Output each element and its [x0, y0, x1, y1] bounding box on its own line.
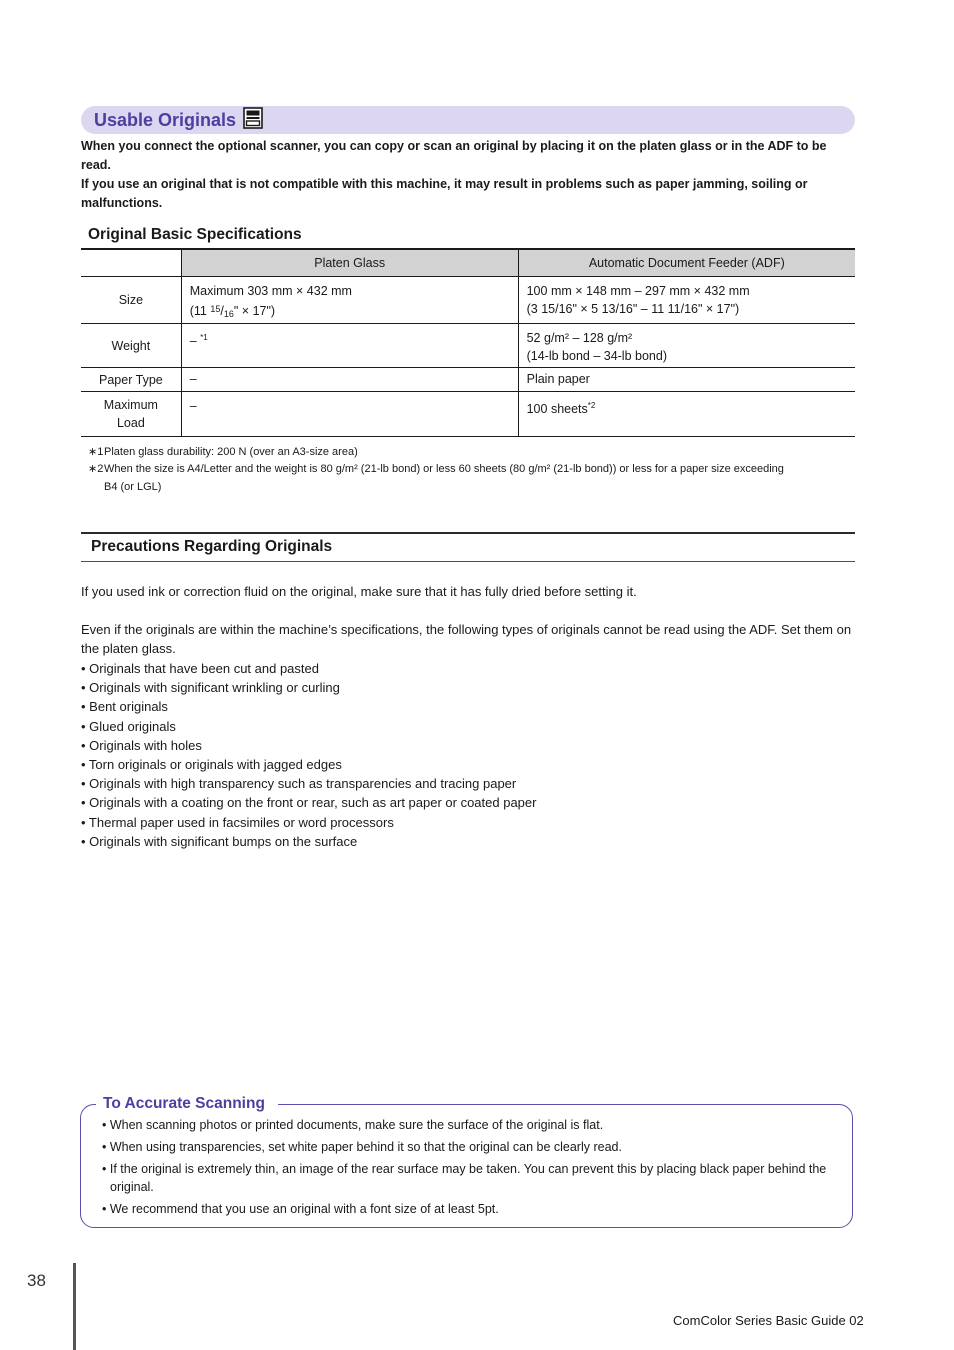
list-item: • We recommend that you use an original with a font size of at least 5pt.: [102, 1202, 499, 1216]
precautions-paragraph-2: Even if the originals are within the machine’s specifications, the following types of originals cannot be read using the ADF. Set them on the platen glass.: [81, 622, 852, 656]
tip-list: [102, 1116, 832, 1222]
row-label-weight: Weight: [81, 324, 181, 368]
page-number: 38: [27, 1271, 46, 1290]
cell-load-adf: 100 sheets$^{*2}$: [518, 392, 855, 437]
table-row-weight: [81, 324, 855, 368]
tip-title: To Accurate Scanning: [103, 1095, 265, 1112]
cell-size-adf: [518, 277, 855, 324]
list-item: • Bent originals: [81, 699, 168, 715]
list-item: • When scanning photos or printed documents, make sure the surface of the original is flat.: [102, 1118, 604, 1132]
cell-text: (3 15/16" × 5 13/16" – 11 11/16" × 17"): [526, 302, 740, 316]
table-row-max-load: [81, 392, 855, 437]
row-label-size: Size: [81, 277, 181, 324]
cell-text: (11 $^{15}/_{16}$" × 17"): [189, 304, 276, 319]
footnote-2: ∗2When the size is A4/Letter and the weight is 80 g/m² (21-lb bond) or less 60 sheets (80 g/m² (21-lb bond)) or less for a paper size exceeding B4 (or LGL): [88, 463, 784, 493]
list-item: • Torn originals or originals with jagged edges: [81, 757, 342, 773]
precautions-heading: Precautions Regarding Originals: [91, 538, 333, 555]
table-header-blank: [81, 249, 181, 277]
divider: [81, 532, 855, 534]
page-edge-bar: [73, 1263, 76, 1350]
cell-text: 100 mm × 148 mm – 297 mm × 432 mm: [526, 284, 750, 298]
cell-weight-adf: [518, 324, 855, 368]
scanner-icon: [243, 107, 263, 129]
footnote-ref: *2: [587, 401, 596, 410]
cell-weight-platen: – $^{*1}$: [181, 324, 518, 368]
list-item: • Thermal paper used in facsimiles or word processors: [81, 814, 394, 830]
list-item: • Originals with a coating on the front or rear, such as art paper or coated paper: [81, 795, 537, 811]
divider: [81, 561, 855, 562]
section-title: Usable Originals: [94, 110, 237, 130]
table-header-adf: Automatic Document Feeder (ADF): [518, 249, 855, 277]
specs-heading: Original Basic Specifications: [88, 226, 302, 243]
cell-type-adf: Plain paper: [518, 368, 855, 392]
cell-text: Maximum 303 mm × 432 mm: [189, 284, 352, 298]
cell-size-platen: [181, 277, 518, 324]
specs-table: [81, 248, 855, 437]
row-label-paper-type: Paper Type: [81, 368, 181, 392]
cell-text: (14-lb bond – 34-lb bond): [526, 349, 667, 363]
intro-paragraph-2: If you use an original that is not compatible with this machine, it may result in problems such as paper jamming, soiling or malfunctions.: [81, 177, 808, 210]
row-label-max-load: Maximum Load: [81, 392, 181, 437]
footer-guide-title: ComColor Series Basic Guide 02: [673, 1313, 864, 1328]
intro-paragraph-1: When you connect the optional scanner, you can copy or scan an original by placing it on the platen glass or in the ADF to be read.: [81, 139, 827, 172]
unreadable-originals-list: [81, 659, 855, 851]
cell-text: 52 g/m² – 128 g/m²: [526, 331, 633, 345]
table-row-size: [81, 277, 855, 324]
table-header-row: [81, 249, 855, 277]
list-item: • Originals with holes: [81, 737, 202, 753]
list-item: • Glued originals: [81, 718, 176, 734]
cell-type-platen: –: [181, 368, 518, 392]
cell-load-platen: –: [181, 392, 518, 437]
list-item: • If the original is extremely thin, an image of the rear surface may be taken. You can prevent this by placing black paper behind the original.: [102, 1162, 827, 1194]
footnote-ref: *1: [200, 333, 208, 342]
list-item: • Originals with significant bumps on the surface: [81, 833, 358, 849]
list-item: • Originals that have been cut and pasted: [81, 661, 319, 676]
table-row-paper-type: [81, 368, 855, 392]
precautions-paragraph-1: If you used ink or correction fluid on the original, make sure that it has fully dried before setting it.: [81, 584, 637, 599]
table-header-platen: Platen Glass: [181, 249, 518, 277]
footnote-1: ∗1Platen glass durability: 200 N (over an A3-size area): [88, 446, 358, 458]
list-item: • Originals with significant wrinkling or curling: [81, 680, 340, 696]
list-item: • When using transparencies, set white paper behind it so that the original can be clearly read.: [102, 1140, 622, 1154]
list-item: • Originals with high transparency such as transparencies and tracing paper: [81, 776, 517, 792]
